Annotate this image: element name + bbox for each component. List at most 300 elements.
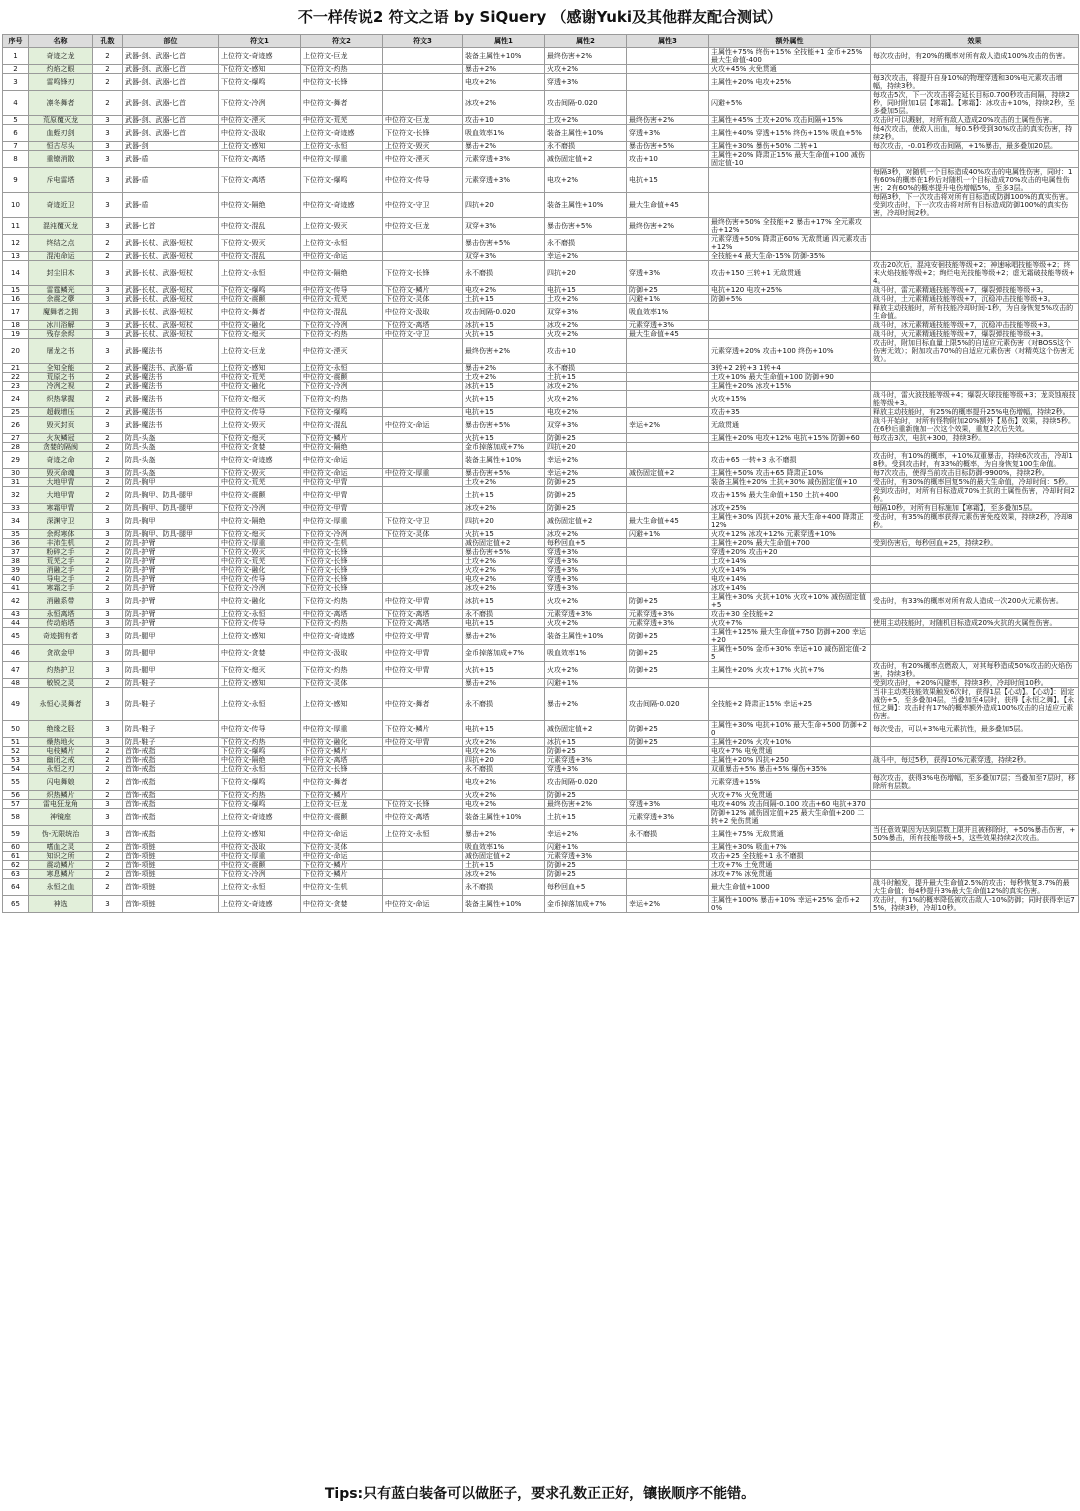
cell-col-attr2: 冰攻+2% — [545, 530, 627, 539]
cell-col-attr3 — [627, 487, 709, 504]
table-row — [3, 142, 1079, 151]
cell-col-attr1: 暴击伤害+5% — [463, 235, 545, 252]
cell-col-name: 余震之孽 — [29, 295, 93, 304]
cell-col-rune2: 上位符文-巨龙 — [301, 800, 383, 809]
cell-col-rune1: 下位符文-毁灭 — [219, 235, 301, 252]
cell-col-rune2: 中位符文-隔绝 — [301, 443, 383, 452]
cell-col-extra: 双重暴击+5% 暴击+5% 爆伤+35% — [709, 765, 871, 774]
cell-col-attr1: 吸血效率1% — [463, 843, 545, 852]
cell-col-extra: 最大生命值+1000 — [709, 879, 871, 896]
cell-col-attr3 — [627, 391, 709, 408]
cell-col-effect: 受击时，有33%的概率对所有敌人造成一次200火元素伤害。 — [871, 593, 1079, 610]
cell-col-rune2: 下位符文-鳞片 — [301, 791, 383, 800]
cell-col-attr1: 减伤固定值+2 — [463, 539, 545, 548]
cell-col-rune3 — [383, 48, 463, 65]
cell-col-slots: 3 — [93, 330, 123, 339]
cell-col-index: 37 — [3, 548, 29, 557]
cell-col-attr1: 土抗+15 — [463, 487, 545, 504]
cell-col-rune1: 上位符文-巨龙 — [219, 339, 301, 364]
cell-col-effect: 受到攻击时，对所有目标造成70%土抗的土属性伤害，冷却时间2秒。 — [871, 487, 1079, 504]
cell-col-rune3 — [383, 364, 463, 373]
cell-col-rune3 — [383, 548, 463, 557]
cell-col-rune3: 下位符文-离塔 — [383, 619, 463, 628]
header-col-attr3: 属性3 — [627, 35, 709, 48]
cell-col-slots: 2 — [93, 487, 123, 504]
cell-col-attr1: 暴击伤害+5% — [463, 417, 545, 434]
cell-col-name: 炽热掌握 — [29, 391, 93, 408]
cell-col-attr2: 穿透+3% — [545, 548, 627, 557]
cell-col-part: 武器-魔法书、武器-盾 — [123, 364, 219, 373]
cell-col-part: 防具-鞋子 — [123, 738, 219, 747]
cell-col-rune2: 下位符文-灼热 — [301, 391, 383, 408]
cell-col-extra: 主属性+30% 电抗+10% 最大生命+500 防御+20 — [709, 721, 871, 738]
cell-col-rune1: 上位符文-感知 — [219, 679, 301, 688]
cell-col-slots: 3 — [93, 826, 123, 843]
cell-col-slots: 3 — [93, 628, 123, 645]
cell-col-rune3 — [383, 843, 463, 852]
cell-col-effect: 释放主动技能时，有25%的概率提升25%电伤增幅，持续2秒。 — [871, 408, 1079, 417]
cell-col-index: 65 — [3, 896, 29, 913]
header-col-extra: 额外属性 — [709, 35, 871, 48]
cell-col-slots: 2 — [93, 870, 123, 879]
cell-col-part: 防具-鞋子 — [123, 721, 219, 738]
cell-col-rune2: 上位符文-感知 — [301, 688, 383, 721]
header-col-effect: 效果 — [871, 35, 1079, 48]
cell-col-part: 防具-腿甲 — [123, 628, 219, 645]
cell-col-slots: 3 — [93, 321, 123, 330]
cell-col-index: 63 — [3, 870, 29, 879]
cell-col-slots: 3 — [93, 619, 123, 628]
cell-col-name: 冰川浴解 — [29, 321, 93, 330]
cell-col-rune1: 下位符文-毁灭 — [219, 469, 301, 478]
cell-col-part: 首饰-戒指 — [123, 791, 219, 800]
cell-col-attr2: 幸运+2% — [545, 252, 627, 261]
cell-col-extra: 防御+12% 减伤固定值+25 最大生命值+200 二转+2 免伤贯通 — [709, 809, 871, 826]
cell-col-effect — [871, 548, 1079, 557]
table-row — [3, 747, 1079, 756]
cell-col-attr3 — [627, 756, 709, 765]
cell-col-attr2: 冰攻+2% — [545, 382, 627, 391]
cell-col-part: 武器-魔法书 — [123, 339, 219, 364]
header-col-attr1: 属性1 — [463, 35, 545, 48]
cell-col-part: 防具-鞋子 — [123, 688, 219, 721]
cell-col-rune1: 上位符文-奇迹感 — [219, 809, 301, 826]
cell-col-attr2: 永不磨损 — [545, 235, 627, 252]
cell-col-rune3: 下位符文-守卫 — [383, 513, 463, 530]
cell-col-attr2: 装备主属性+10% — [545, 125, 627, 142]
cell-col-attr2: 幸运+2% — [545, 452, 627, 469]
cell-col-effect — [871, 645, 1079, 662]
cell-col-effect — [871, 382, 1079, 391]
cell-col-name: 毁灭封页 — [29, 417, 93, 434]
cell-col-rune2: 中位符文-甲胄 — [301, 478, 383, 487]
cell-col-attr2: 吸血效率1% — [545, 645, 627, 662]
cell-col-rune2: 下位符文-灵体 — [301, 843, 383, 852]
cell-col-name: 永恒之血 — [29, 879, 93, 896]
cell-col-attr1: 冰攻+2% — [463, 91, 545, 116]
cell-col-rune1: 中位符文-传导 — [219, 575, 301, 584]
cell-col-rune2: 中位符文-传导 — [301, 286, 383, 295]
cell-col-rune3 — [383, 373, 463, 382]
cell-col-attr2: 土抗+15 — [545, 809, 627, 826]
cell-col-rune2: 下位符文-灼热 — [301, 662, 383, 679]
cell-col-index: 22 — [3, 373, 29, 382]
cell-col-attr1: 暴击+2% — [463, 679, 545, 688]
header-col-index: 序号 — [3, 35, 29, 48]
cell-col-effect — [871, 235, 1079, 252]
table-row — [3, 434, 1079, 443]
table-row — [3, 530, 1079, 539]
cell-col-attr3 — [627, 434, 709, 443]
cell-col-rune2: 下位符文-鳞片 — [301, 747, 383, 756]
cell-col-effect — [871, 218, 1079, 235]
cell-col-attr2: 电攻+2% — [545, 408, 627, 417]
cell-col-rune2: 中位符文-荒芜 — [301, 295, 383, 304]
cell-col-index: 51 — [3, 738, 29, 747]
cell-col-rune3: 下位符文-灵体 — [383, 530, 463, 539]
cell-col-rune1: 下位符文-爆鸣 — [219, 800, 301, 809]
cell-col-rune3 — [383, 339, 463, 364]
cell-col-rune3: 中位符文-甲胄 — [383, 662, 463, 679]
cell-col-attr2: 土抗+15 — [545, 373, 627, 382]
cell-col-rune3: 中位符文-汲取 — [383, 304, 463, 321]
cell-col-rune2: 上位符文-永恒 — [301, 142, 383, 151]
cell-col-rune3: 中位符文-巨龙 — [383, 218, 463, 235]
cell-col-attr1: 电攻+2% — [463, 74, 545, 91]
cell-col-name: 魔舞者之拥 — [29, 304, 93, 321]
cell-col-index: 56 — [3, 791, 29, 800]
cell-col-part: 防具-胸甲 — [123, 478, 219, 487]
cell-col-effect: 战斗时，火元素精通技能等级+7，爆裂弹技能等级+3。 — [871, 330, 1079, 339]
cell-col-rune2: 中位符文-甲胄 — [301, 504, 383, 513]
cell-col-extra: 火攻+14% — [709, 566, 871, 575]
cell-col-name: 神选 — [29, 896, 93, 913]
cell-col-rune3: 中位符文-守卫 — [383, 330, 463, 339]
cell-col-extra: 主属性+75% 无敌贯通 — [709, 826, 871, 843]
cell-col-attr3: 吸血效率1% — [627, 304, 709, 321]
cell-col-attr3: 防御+25 — [627, 738, 709, 747]
cell-col-attr1: 火抗+15 — [463, 434, 545, 443]
cell-col-effect: 受击时，有35%的概率获得元素伤害免疫效果，持续2秒，冷却8秒。 — [871, 513, 1079, 530]
cell-col-effect: 攻击时，有1%的概率降低被攻击敌人-10%防御；同时获得幸运75%，持续3秒，冷却10秒。 — [871, 896, 1079, 913]
table-row — [3, 593, 1079, 610]
cell-col-attr1: 最终伤害+2% — [463, 339, 545, 364]
cell-col-extra: 闪避+5% — [709, 91, 871, 116]
cell-col-attr2: 减伤固定值+2 — [545, 151, 627, 168]
cell-col-part: 防具-腿甲 — [123, 662, 219, 679]
cell-col-rune2: 中位符文-奇迹感 — [301, 628, 383, 645]
cell-col-name: 燥热地火 — [29, 738, 93, 747]
cell-col-rune3 — [383, 747, 463, 756]
cell-col-extra: 主属性+20% 最大生命值+700 — [709, 539, 871, 548]
cell-col-rune1: 中位符文-湮灭 — [219, 116, 301, 125]
cell-col-extra: 主属性+20% 电攻+12% 电抗+15% 防御+60 — [709, 434, 871, 443]
cell-col-extra: 土攻+10% 最大生命值+100 防御+90 — [709, 373, 871, 382]
table-row — [3, 861, 1079, 870]
cell-col-rune1: 中位符文-汲取 — [219, 843, 301, 852]
cell-col-extra: 主属性+40% 穿透+15% 终伤+15% 吸血+5% — [709, 125, 871, 142]
cell-col-rune2: 下位符文-长锋 — [301, 566, 383, 575]
cell-col-attr2: 减伤固定值+2 — [545, 721, 627, 738]
cell-col-slots: 2 — [93, 65, 123, 74]
cell-col-rune3 — [383, 235, 463, 252]
cell-col-attr1: 土抗+15 — [463, 295, 545, 304]
cell-col-name: 封尘旧木 — [29, 261, 93, 286]
cell-col-effect: 攻击时，附加目标血量上限5%的自适应元素伤害（对BOSS这个伤害无效）；附加攻击70%的自适应元素伤害（对精英这个伤害无效）。 — [871, 339, 1079, 364]
cell-col-effect — [871, 443, 1079, 452]
cell-col-effect — [871, 791, 1079, 800]
cell-col-rune2: 下位符文-长锋 — [301, 557, 383, 566]
cell-col-effect: 战斗开始时，对所有怪物附加20%额外【易伤】效果，持续5秒。在6秒后重新施加一次这个效果，重复2次后失效。 — [871, 417, 1079, 434]
cell-col-index: 25 — [3, 408, 29, 417]
cell-col-rune2: 中位符文-命运 — [301, 452, 383, 469]
cell-col-attr2: 装备主属性+10% — [545, 628, 627, 645]
cell-col-attr3: 穿透+3% — [627, 261, 709, 286]
cell-col-rune2: 下位符文-爆鸣 — [301, 408, 383, 417]
cell-col-effect: 攻击时可以溅射，对所有敌人造成20%攻击的土属性伤害。 — [871, 116, 1079, 125]
cell-col-name: 毁灭命魂 — [29, 469, 93, 478]
cell-col-attr3 — [627, 870, 709, 879]
table-body — [3, 48, 1079, 913]
cell-col-index: 53 — [3, 756, 29, 765]
cell-col-part: 武器-长杖、武器-短杖 — [123, 261, 219, 286]
cell-col-slots: 2 — [93, 861, 123, 870]
cell-col-effect: 战斗时触发，提升最大生命值2.5%的攻击；每秒恢复3.7%的最大生命值；每4秒提升3%最大生命值12%的真实伤害。 — [871, 879, 1079, 896]
cell-col-rune1: 下位符文-冷冽 — [219, 870, 301, 879]
table-row — [3, 879, 1079, 896]
cell-col-attr1: 土攻+2% — [463, 373, 545, 382]
cell-col-attr2: 金币掉落加成+7% — [545, 896, 627, 913]
cell-col-name: 丰沛生机 — [29, 539, 93, 548]
cell-col-attr2: 攻击间隔-0.020 — [545, 91, 627, 116]
cell-col-name: 奇迹近卫 — [29, 193, 93, 218]
cell-col-part: 防具-护臂 — [123, 539, 219, 548]
cell-col-extra: 穿透+20% 攻击+20 — [709, 548, 871, 557]
cell-col-attr3: 电抗+15 — [627, 168, 709, 193]
cell-col-rune2: 下位符文-鳞片 — [301, 861, 383, 870]
cell-col-slots: 2 — [93, 679, 123, 688]
cell-col-effect: 当非主动类技能效果触发6次时，获得1层【心动】。【心动】：固定减伤+5，至多叠加4层，当叠加至4层时，获得【永恒之舞】。【永恒之舞】：攻击时有17%的概率额外造成100%攻击的自适应元素伤害。 — [871, 688, 1079, 721]
cell-col-name: 终结之点 — [29, 235, 93, 252]
cell-col-rune3: 下位符文-长锋 — [383, 800, 463, 809]
cell-col-index: 23 — [3, 382, 29, 391]
cell-col-attr3 — [627, 408, 709, 417]
cell-col-index: 49 — [3, 688, 29, 721]
cell-col-name: 导电之手 — [29, 575, 93, 584]
cell-col-attr1: 火攻+2% — [463, 791, 545, 800]
cell-col-rune3 — [383, 575, 463, 584]
cell-col-attr2: 冰攻+2% — [545, 321, 627, 330]
cell-col-name: 寒息鳞片 — [29, 870, 93, 879]
cell-col-rune3 — [383, 443, 463, 452]
cell-col-slots: 2 — [93, 747, 123, 756]
cell-col-index: 44 — [3, 619, 29, 628]
cell-col-name: 永恒心灵舞者 — [29, 688, 93, 721]
cell-col-index: 11 — [3, 218, 29, 235]
cell-col-attr3: 最大生命值+45 — [627, 513, 709, 530]
cell-col-slots: 3 — [93, 142, 123, 151]
cell-col-attr3 — [627, 478, 709, 487]
cell-col-effect: 每次攻击，-0.01秒攻击间隔，+1%暴击，最多叠加20层。 — [871, 142, 1079, 151]
cell-col-attr1: 四抗+20 — [463, 513, 545, 530]
cell-col-name: 敏锐之灵 — [29, 679, 93, 688]
cell-col-rune3: 中位符文-巨龙 — [383, 116, 463, 125]
cell-col-effect — [871, 852, 1079, 861]
cell-col-part: 防具-胸甲、防具-腿甲 — [123, 530, 219, 539]
cell-col-effect — [871, 809, 1079, 826]
cell-col-rune3: 下位符文-长锋 — [383, 125, 463, 142]
cell-col-name: 灼热护卫 — [29, 662, 93, 679]
cell-col-index: 42 — [3, 593, 29, 610]
cell-col-index: 60 — [3, 843, 29, 852]
cell-col-attr2: 元素穿透+3% — [545, 610, 627, 619]
cell-col-attr1: 装备主属性+10% — [463, 48, 545, 65]
header-col-rune1: 符文1 — [219, 35, 301, 48]
cell-col-extra — [709, 321, 871, 330]
cell-col-rune3: 上位符文-毁灭 — [383, 142, 463, 151]
cell-col-rune2: 中位符文-生机 — [301, 539, 383, 548]
table-row — [3, 116, 1079, 125]
table-row — [3, 843, 1079, 852]
table-header-row — [3, 35, 1079, 48]
cell-col-effect — [871, 557, 1079, 566]
cell-col-attr3: 闪避+1% — [627, 530, 709, 539]
cell-col-attr3: 穿透+3% — [627, 125, 709, 142]
cell-col-name: 大地甲胄 — [29, 478, 93, 487]
table-row — [3, 826, 1079, 843]
cell-col-index: 5 — [3, 116, 29, 125]
cell-col-extra: 主属性+20% 火攻+17% 火抗+7% — [709, 662, 871, 679]
cell-col-rune1: 中位符文-荒芜 — [219, 478, 301, 487]
cell-col-attr1: 冰攻+2% — [463, 870, 545, 879]
cell-col-extra: 主属性+20% 电攻+25% — [709, 74, 871, 91]
cell-col-name: 永恒之刃 — [29, 765, 93, 774]
cell-col-extra: 全技能+4 最大生命-15% 防御-35% — [709, 252, 871, 261]
cell-col-part: 防具-护臂 — [123, 593, 219, 610]
cell-col-rune1: 中位符文-震颤 — [219, 861, 301, 870]
cell-col-part: 武器-剑 — [123, 142, 219, 151]
cell-col-extra: 电攻+40% 攻击间隔-0.100 攻击+60 电抗+370 — [709, 800, 871, 809]
cell-col-effect: 攻击时，有20%概率点燃敌人，对其每秒造成50%攻击的火焰伤害，持续3秒。 — [871, 662, 1079, 679]
cell-col-attr2: 减伤固定值+2 — [545, 513, 627, 530]
cell-col-attr1: 电攻+2% — [463, 575, 545, 584]
cell-col-attr3: 最大生命值+45 — [627, 330, 709, 339]
cell-col-attr1: 暴击+2% — [463, 826, 545, 843]
cell-col-index: 2 — [3, 65, 29, 74]
cell-col-rune3: 中位符文-舞者 — [383, 688, 463, 721]
cell-col-slots: 3 — [93, 800, 123, 809]
cell-col-slots: 3 — [93, 469, 123, 478]
cell-col-rune1: 中位符文-混乱 — [219, 252, 301, 261]
cell-col-part: 武器-盾 — [123, 193, 219, 218]
cell-col-part: 武器-长杖、武器-短杖 — [123, 252, 219, 261]
cell-col-slots: 2 — [93, 584, 123, 593]
cell-col-effect: 每隔3秒，下一次攻击将对所有目标造成防御100%的真实伤害。受到攻击时，下一次攻击将对所有目标造成防御100%的真实伤害，冷却时间2秒。 — [871, 193, 1079, 218]
cell-col-extra: 主属性+50% 攻击+65 降肃正10% — [709, 469, 871, 478]
cell-col-effect: 战斗中，每过5秒，获得10%元素穿透，持续2秒。 — [871, 756, 1079, 765]
cell-col-attr2: 火攻+2% — [545, 593, 627, 610]
cell-col-slots: 3 — [93, 662, 123, 679]
cell-col-effect — [871, 584, 1079, 593]
cell-col-rune1: 下位符文-传导 — [219, 619, 301, 628]
cell-col-rune2: 中位符文-厚重 — [301, 721, 383, 738]
header-col-rune2: 符文2 — [301, 35, 383, 48]
cell-col-extra: 主属性+45% 土攻+20% 攻击间隔+15% — [709, 116, 871, 125]
cell-col-attr3 — [627, 879, 709, 896]
cell-col-rune3 — [383, 765, 463, 774]
cell-col-effect — [871, 566, 1079, 575]
cell-col-slots: 3 — [93, 593, 123, 610]
cell-col-effect: 战斗时，土元素精通技能等级+7，沉稳冲击技能等级+3。 — [871, 295, 1079, 304]
cell-col-attr1: 减伤固定值+2 — [463, 852, 545, 861]
cell-col-rune3: 中位符文-甲胄 — [383, 628, 463, 645]
cell-col-name: 雷电狂龙角 — [29, 800, 93, 809]
cell-col-index: 55 — [3, 774, 29, 791]
cell-col-attr1: 金币掉落加成+7% — [463, 443, 545, 452]
table-row — [3, 870, 1079, 879]
cell-col-slots: 3 — [93, 125, 123, 142]
cell-col-attr1: 电抗+15 — [463, 408, 545, 417]
table-row — [3, 487, 1079, 504]
table-row — [3, 896, 1079, 913]
cell-col-rune1: 中位符文-舞者 — [219, 304, 301, 321]
table-row — [3, 443, 1079, 452]
cell-col-index: 30 — [3, 469, 29, 478]
cell-col-rune3: 中位符文-守卫 — [383, 193, 463, 218]
cell-col-attr3: 最大生命值+45 — [627, 193, 709, 218]
cell-col-effect — [871, 800, 1079, 809]
cell-col-attr2: 双穿+3% — [545, 417, 627, 434]
cell-col-part: 武器-盾 — [123, 168, 219, 193]
cell-col-rune3: 中位符文-甲胄 — [383, 593, 463, 610]
cell-col-rune1: 下位符文-爆鸣 — [219, 774, 301, 791]
cell-col-name: 寒霜甲胄 — [29, 504, 93, 513]
table-row — [3, 513, 1079, 530]
cell-col-rune1: 中位符文-荒芜 — [219, 557, 301, 566]
cell-col-index: 8 — [3, 151, 29, 168]
cell-col-attr3: 防御+25 — [627, 628, 709, 645]
cell-col-extra: 主属性+30% 吸血+7% — [709, 843, 871, 852]
cell-col-slots: 2 — [93, 566, 123, 575]
cell-col-slots: 3 — [93, 721, 123, 738]
cell-col-rune1: 中位符文-震颤 — [219, 295, 301, 304]
cell-col-rune3 — [383, 557, 463, 566]
cell-col-part: 武器-盾 — [123, 151, 219, 168]
cell-col-rune2: 下位符文-灼热 — [301, 593, 383, 610]
cell-col-part: 武器-匕首 — [123, 218, 219, 235]
cell-col-attr3 — [627, 747, 709, 756]
cell-col-extra: 无敌贯通 — [709, 417, 871, 434]
cell-col-rune3 — [383, 791, 463, 800]
cell-col-attr3 — [627, 861, 709, 870]
table-row — [3, 765, 1079, 774]
cell-col-attr2: 闪避+1% — [545, 679, 627, 688]
cell-col-attr1: 暴击+2% — [463, 142, 545, 151]
cell-col-attr1: 元素穿透+3% — [463, 151, 545, 168]
cell-col-part: 首饰-戒指 — [123, 756, 219, 765]
table-row — [3, 304, 1079, 321]
cell-col-rune3 — [383, 382, 463, 391]
cell-col-rune1: 中位符文-震颤 — [219, 487, 301, 504]
cell-col-effect — [871, 738, 1079, 747]
cell-col-rune1: 下位符文-冷冽 — [219, 504, 301, 513]
table-row — [3, 610, 1079, 619]
cell-col-rune2: 中位符文-离塔 — [301, 756, 383, 765]
cell-col-name: 电枝鳞片 — [29, 747, 93, 756]
cell-col-rune2: 下位符文-冷冽 — [301, 382, 383, 391]
cell-col-rune2: 中位符文-湮灭 — [301, 339, 383, 364]
cell-col-effect — [871, 747, 1079, 756]
